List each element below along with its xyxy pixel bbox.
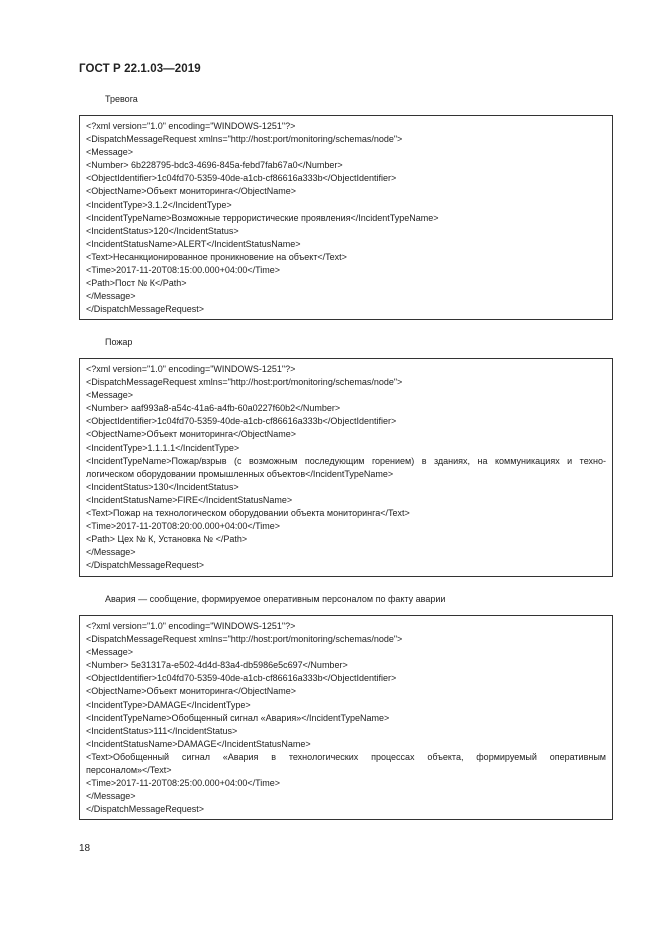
xml-code-box-damage (79, 615, 613, 820)
code-line: <?xml version="1.0" encoding="WINDOWS-1251"?> (86, 364, 296, 374)
code-line: <IncidentStatus>130</IncidentStatus> (86, 481, 239, 492)
code-line: <IncidentStatus>111</IncidentStatus> (86, 725, 238, 736)
code-line: <DispatchMessageRequest xmlns="http://host:port/monitoring/schemas/node"> (86, 634, 403, 645)
code-line: <IncidentType>DAMAGE</IncidentType> (86, 699, 251, 710)
code-line: <Message> (86, 147, 134, 158)
section-caption-damage: Авария — сообщение, формируемое оперативным персоналом по факту аварии (105, 594, 446, 604)
code-line: <Number> 5e31317a-e502-4d4d-83a4-db5986e5c697</Number> (86, 660, 348, 671)
code-line: <IncidentType>3.1.2</IncidentType> (86, 199, 232, 210)
code-line: <Text>Несанкционированное проникновение на объект</Text> (86, 251, 347, 262)
code-line: <Message> (86, 390, 134, 401)
code-line: <DispatchMessageRequest xmlns="http://host:port/monitoring/schemas/node"> (86, 377, 403, 388)
code-line: <Message> (86, 647, 134, 658)
section-caption-alert: Тревога (105, 94, 138, 104)
code-line: <ObjectIdentifier>1c04fd70-5359-40de-a1cb-cf86616a333b</ObjectIdentifier> (86, 173, 397, 184)
code-line: <IncidentStatusName>ALERT</IncidentStatusName> (86, 238, 301, 249)
code-line: <?xml version="1.0" encoding="WINDOWS-1251"?> (86, 121, 296, 131)
code-line: </DispatchMessageRequest> (86, 304, 205, 315)
code-line: <IncidentTypeName>Обобщенный сигнал «Авария»</IncidentTypeName> (86, 712, 390, 723)
code-line: </Message> (86, 791, 136, 802)
code-line: <IncidentTypeName>Возможные террористические проявления</IncidentTypeName> (86, 212, 439, 223)
code-line: персоналом»</Text> (86, 765, 172, 776)
code-line: <Path> Цех № К, Установка № </Path> (86, 534, 248, 545)
code-line: <ObjectIdentifier>1c04fd70-5359-40de-a1cb-cf86616a333b</ObjectIdentifier> (86, 416, 397, 427)
code-line: <ObjectName>Объект мониторинга</ObjectName> (86, 186, 297, 197)
code-line: <ObjectIdentifier>1c04fd70-5359-40de-a1cb-cf86616a333b</ObjectIdentifier> (86, 673, 397, 684)
code-line: <DispatchMessageRequest xmlns="http://host:port/monitoring/schemas/node"> (86, 134, 403, 145)
code-line: <Number> aaf993a8-a54c-41a6-a4fb-60a0227f60b2</Number> (86, 403, 341, 414)
code-line: </Message> (86, 547, 136, 558)
code-line: </Message> (86, 291, 136, 302)
code-line: <Time>2017-11-20T08:25:00.000+04:00</Time> (86, 778, 281, 789)
document-header: ГОСТ Р 22.1.03—2019 (79, 63, 201, 75)
xml-code-box-fire (79, 358, 613, 577)
code-line: логическом оборудовании промышленных объектов</IncidentTypeName> (86, 468, 394, 479)
code-line: <Text>Пожар на технологическом оборудовании объекта мониторинга</Text> (86, 508, 410, 519)
code-line: <IncidentStatusName>FIRE</IncidentStatusName> (86, 494, 293, 505)
code-line: <Path>Пост № К</Path> (86, 278, 187, 289)
code-line: </DispatchMessageRequest> (86, 560, 205, 571)
code-line: <Time>2017-11-20T08:20:00.000+04:00</Time> (86, 521, 281, 532)
code-line: <?xml version="1.0" encoding="WINDOWS-1251"?> (86, 621, 296, 631)
code-line: <Time>2017-11-20T08:15:00.000+04:00</Time> (86, 265, 281, 276)
code-line: <Number> 6b228795-bdc3-4696-845a-febd7fab67a0</Number> (86, 160, 343, 171)
code-line: <IncidentType>1.1.1.1</IncidentType> (86, 442, 240, 453)
code-line: <ObjectName>Объект мониторинга</ObjectName> (86, 686, 297, 697)
code-line: <IncidentStatusName>DAMAGE</IncidentStatusName> (86, 738, 311, 749)
xml-code-box-alert (79, 115, 613, 320)
code-line: <IncidentStatus>120</IncidentStatus> (86, 225, 239, 236)
code-line: <Text>Обобщенный сигнал «Авария в технологических процессах объекта, формируемый оперативным (86, 751, 606, 762)
code-line: <IncidentTypeName>Пожар/взрыв (с возможным последующим горением) в зданиях, на коммуникациях и техно- (86, 455, 606, 466)
code-line: <ObjectName>Объект мониторинга</ObjectName> (86, 429, 297, 440)
code-line: </DispatchMessageRequest> (86, 804, 205, 815)
page-number: 18 (79, 843, 91, 854)
section-caption-fire: Пожар (105, 337, 133, 347)
